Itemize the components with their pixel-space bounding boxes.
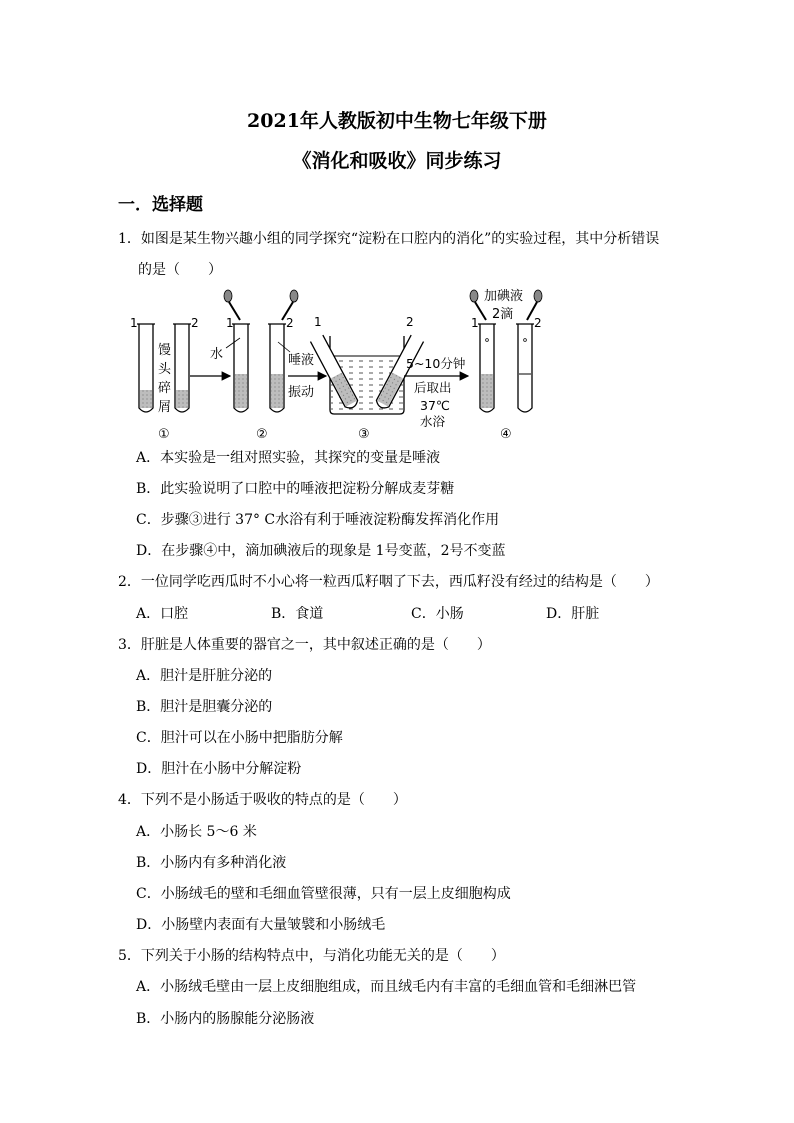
iodine-label: 加碘液 (484, 289, 524, 304)
question-1-stem-line-2: 的是（ ） (138, 262, 222, 278)
temperature-label: 37℃ (420, 398, 450, 413)
question-3-stem: 3．肝脏是人体重要的器官之一，其中叙述正确的是（ ） (118, 637, 491, 653)
step4-tube1-label: 1 (471, 316, 479, 330)
question-2-stem: 2．一位同学吃西瓜时不小心将一粒西瓜籽咽了下去，西瓜籽没有经过的结构是（ ） (118, 574, 659, 590)
question-2-option-b[interactable]: B．食道 (271, 606, 324, 622)
question-1-option-a[interactable]: A．本实验是一组对照实验，其探究的变量是唾液 (136, 450, 441, 466)
document-title: 2021年人教版初中生物七年级下册 (247, 110, 547, 132)
crumbs-char-4: 屑 (158, 400, 172, 415)
section-heading: 一．选择题 (118, 195, 203, 215)
question-5-option-a[interactable]: A．小肠绒毛壁由一层上皮细胞组成，而且绒毛内有丰富的毛细血管和毛细淋巴管 (136, 979, 637, 995)
question-3-option-a[interactable]: A．胆汁是肝脏分泌的 (136, 668, 273, 684)
experiment-figure (118, 286, 568, 444)
question-1-option-c[interactable]: C．步骤③进行 37° C水浴有利于唾液淀粉酶发挥消化作用 (136, 512, 500, 528)
question-3-option-d[interactable]: D．胆汁在小肠中分解淀粉 (136, 761, 302, 777)
question-2-option-c[interactable]: C．小肠 (411, 606, 464, 622)
question-3-option-b[interactable]: B．胆汁是胆囊分泌的 (136, 699, 273, 715)
question-4-option-a[interactable]: A．小肠长 5～6 米 (136, 824, 257, 840)
question-1-stem-line-1: 1．如图是某生物兴趣小组的同学探究“淀粉在口腔内的消化”的实验过程，其中分析错误 (118, 231, 660, 247)
step2-tube2-label: 2 (286, 316, 294, 330)
question-2-option-a[interactable]: A．口腔 (136, 606, 189, 622)
question-5-stem: 5．下列关于小肠的结构特点中，与消化功能无关的是（ ） (118, 948, 505, 964)
drops-label: 2滴 (492, 307, 514, 322)
step3-tube1-label: 1 (314, 315, 322, 329)
step1-tube1-label: 1 (130, 316, 138, 330)
step2-number: ② (256, 427, 268, 442)
crumbs-char-1: 馒 (158, 343, 172, 358)
question-4-option-b[interactable]: B．小肠内有多种消化液 (136, 855, 287, 871)
question-4-option-d[interactable]: D．小肠壁内表面有大量皱襞和小肠绒毛 (136, 917, 386, 933)
takeout-label: 后取出 (414, 380, 452, 395)
question-4-option-c[interactable]: C．小肠绒毛的壁和毛细血管壁很薄，只有一层上皮细胞构成 (136, 886, 511, 902)
step1-tube2-label: 2 (191, 316, 199, 330)
question-3-option-c[interactable]: C．胆汁可以在小肠中把脂肪分解 (136, 730, 343, 746)
saliva-label: 唾液 (288, 353, 315, 368)
step3-tube2-label: 2 (406, 315, 414, 329)
crumbs-char-2: 头 (158, 362, 172, 377)
step2-tube1-label: 1 (226, 316, 234, 330)
step3-water-bath (310, 315, 423, 442)
step3-number: ③ (358, 427, 370, 442)
question-2-option-d[interactable]: D．肝脏 (546, 606, 600, 622)
question-1-option-d[interactable]: D．在步骤④中，滴加碘液后的现象是 1号变蓝，2号不变蓝 (136, 543, 506, 559)
water-label: 水 (210, 347, 224, 362)
step4-tubes (470, 288, 542, 442)
step2-tubes (210, 290, 314, 442)
bath-label: 水浴 (420, 414, 446, 429)
step1-number: ① (158, 427, 170, 442)
shake-label: 振动 (288, 385, 315, 400)
crumbs-char-3: 碎 (158, 381, 172, 396)
document-subtitle: 《消化和吸收》同步练习 (292, 150, 502, 172)
step4-number: ④ (500, 427, 512, 442)
step4-tube2-label: 2 (534, 316, 542, 330)
question-4-stem: 4．下列不是小肠适于吸收的特点的是（ ） (118, 792, 407, 808)
question-5-option-b[interactable]: B．小肠内的肠腺能分泌肠液 (136, 1011, 315, 1027)
time-label: 5~10分钟 (406, 356, 466, 371)
question-1-option-b[interactable]: B．此实验说明了口腔中的唾液把淀粉分解成麦芽糖 (136, 481, 455, 497)
step1-tubes (130, 316, 199, 442)
question-2-options (136, 603, 599, 623)
